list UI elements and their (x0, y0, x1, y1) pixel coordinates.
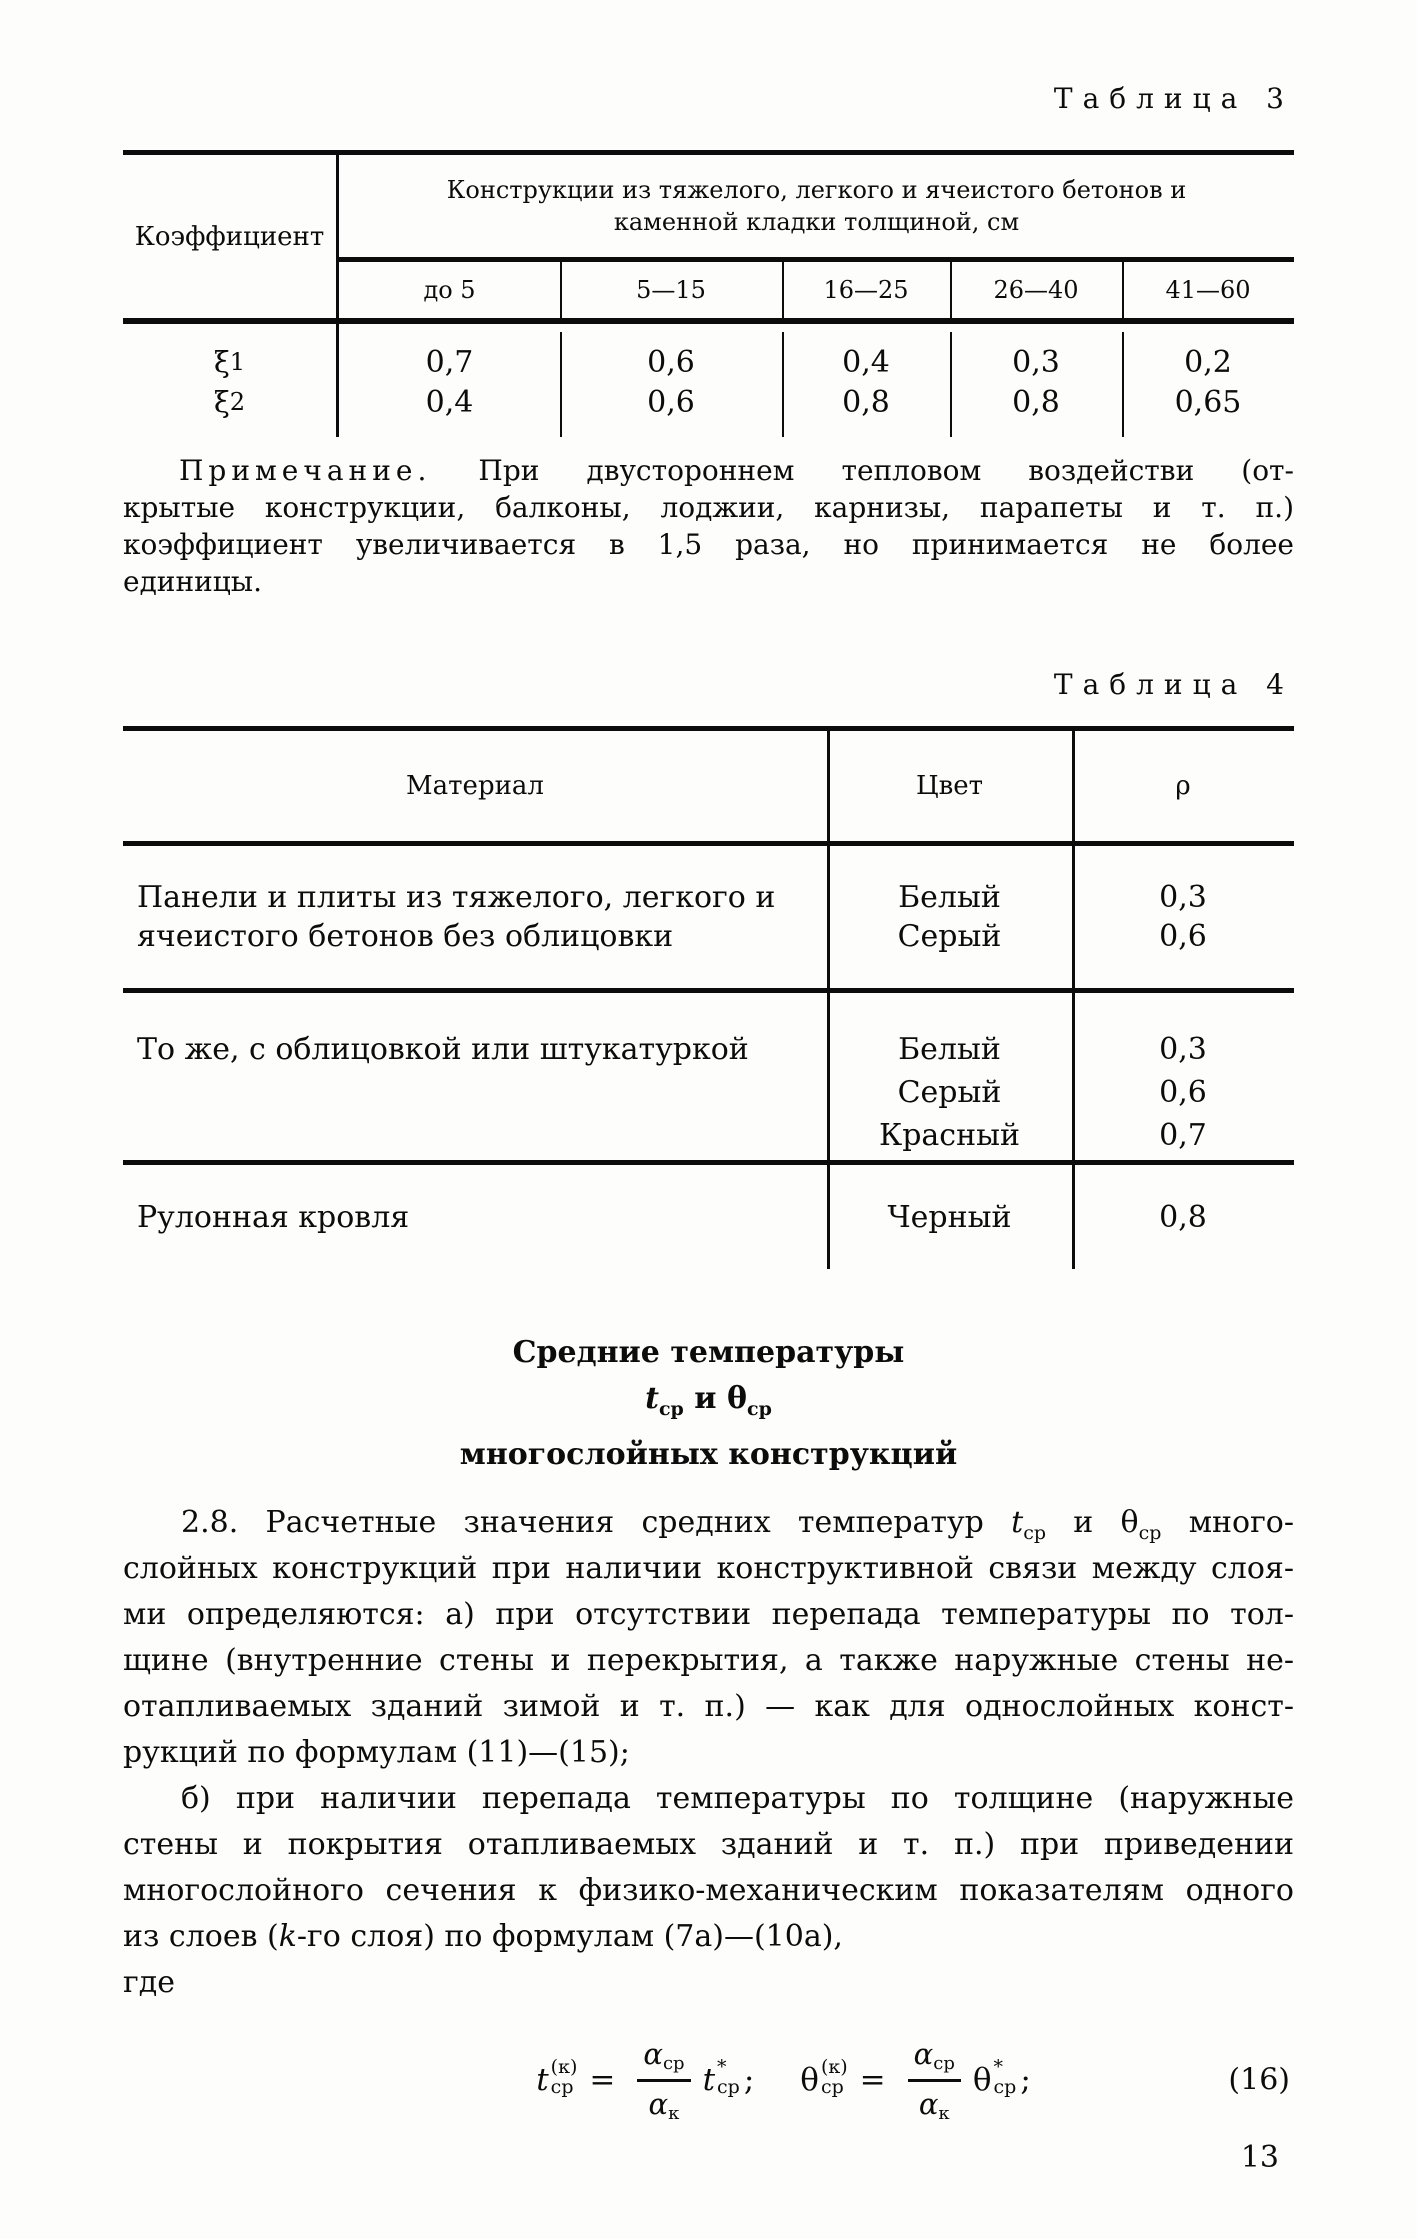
material-line: ячеистого бетонов без облицовки (137, 919, 674, 954)
table3-colhead-2: 16—25 (823, 276, 909, 304)
table3-group-header (349, 174, 1284, 238)
xi-subscript: 1 (229, 348, 246, 376)
rho-value: 0,7 (1159, 1118, 1207, 1153)
table3-cell: 0,6 (647, 344, 695, 380)
table4-rule (123, 988, 1294, 993)
table3-sub-divider (782, 262, 784, 318)
t-symbol: t (1011, 1505, 1024, 1540)
fraction (908, 2037, 961, 2124)
k-symbol: k (278, 1919, 297, 1954)
note-line: коэффициент увеличивается в 1,5 раза, но принимается не более (123, 528, 1294, 561)
t-symbol: t (645, 1381, 659, 1416)
table3-colhead-4: 41—60 (1165, 276, 1251, 304)
color-value: Серый (897, 919, 1002, 954)
note-text: При двустороннем тепловом воздействи (от- (478, 454, 1294, 487)
alpha-symbol: α (918, 2086, 939, 2121)
table3-header-rule (123, 318, 1294, 324)
table3-colhead-0: до 5 (423, 276, 476, 304)
table4-row0-colors (827, 878, 1072, 956)
semicolon: ; (1020, 2062, 1031, 2098)
supsub (821, 2058, 848, 2098)
paragraph-line: стены и покрытия отапливаемых зданий и т. п.) при приведении (123, 1827, 1294, 1862)
table4-rule (123, 841, 1294, 846)
table4-row1-values (1072, 1028, 1294, 1157)
paragraph-line: многослойного сечения к физико-механическим показателям одного (123, 1873, 1294, 1908)
formula-16 (123, 2020, 1294, 2140)
table3-sub-divider (560, 262, 562, 318)
table4-header-color: Цвет (915, 771, 984, 801)
table4-title: Таблица 4 (1053, 668, 1294, 701)
t-subscript: ср (1023, 1522, 1047, 1544)
rho-value: 0,8 (1159, 1200, 1207, 1235)
subscript: к (938, 2102, 950, 2124)
table3-cell: 0,8 (1012, 384, 1060, 420)
supsub (994, 2058, 1017, 2098)
table4-row2-colors (827, 1198, 1072, 1237)
fraction-denominator (637, 2082, 690, 2124)
rho-value: 0,6 (1159, 1075, 1207, 1110)
table3-sub-divider (950, 262, 952, 318)
color-value: Красный (879, 1118, 1020, 1153)
subscript: ср (820, 2076, 844, 2098)
color-value: Белый (898, 880, 1001, 915)
theta-subscript: ср (747, 1398, 772, 1420)
fraction (637, 2037, 690, 2124)
table3 (123, 150, 1294, 437)
paragraph-line: щине (внутренние стены и перекрытия, а также наружные стены не- (123, 1643, 1294, 1678)
and-word: и (683, 1381, 727, 1416)
table3-cell: 0,65 (1174, 384, 1242, 420)
theta-symbol: θ (972, 2062, 992, 2098)
subscript: ср (993, 2076, 1017, 2098)
theta-symbol: θ (800, 2062, 819, 2098)
text-run: много- (1161, 1505, 1294, 1540)
text-run: и (1046, 1505, 1121, 1540)
rho-value: 0,3 (1159, 1032, 1207, 1067)
subscript: ср (550, 2076, 574, 2098)
table3-note (123, 452, 1294, 600)
table3-group-header-line1: Конструкции из тяжелого, легкого и ячеистого бетонов и (446, 176, 1187, 204)
superscript: (к) (820, 2056, 848, 2079)
text-run: -го слоя) по формулам (7а)—(10а), (296, 1919, 843, 1954)
section-heading-line2 (123, 1376, 1294, 1432)
table4-header-rho: ρ (1175, 771, 1191, 801)
table3-colhead-3: 26—40 (993, 276, 1079, 304)
table3-title: Таблица 3 (1053, 82, 1294, 115)
rho-value: 0,6 (1159, 919, 1207, 954)
alpha-symbol: α (913, 2036, 934, 2071)
rho-value: 0,3 (1159, 880, 1207, 915)
table3-cell: 0,7 (425, 344, 474, 380)
color-value: Черный (887, 1200, 1012, 1235)
subscript: ср (933, 2052, 955, 2074)
note-label: Примечание. (179, 454, 432, 487)
page-number: 13 (1240, 2140, 1279, 2175)
t-subscript: ср (658, 1398, 684, 1420)
note-line: единицы. (123, 565, 262, 598)
color-value: Серый (897, 1075, 1002, 1110)
table3-cell: 0,6 (647, 384, 695, 420)
xi-symbol: ξ (213, 345, 230, 379)
table3-sub-divider (1122, 262, 1124, 318)
table3-top-rule (123, 150, 1294, 155)
supsub (551, 2058, 578, 2098)
paragraph-line: где (123, 1965, 175, 2000)
formula-body (536, 2037, 1031, 2124)
xi-symbol: ξ (213, 385, 230, 419)
fraction-denominator (908, 2082, 961, 2124)
equals-sign: = (589, 2062, 616, 2098)
paragraph-line: ми определяются: а) при отсутствии перепада температуры по тол- (123, 1597, 1294, 1632)
subscript: ср (662, 2052, 685, 2074)
table4-row1-colors (827, 1028, 1072, 1157)
section-heading-line3: многослойных конструкций (459, 1437, 958, 1472)
fraction-numerator (908, 2037, 961, 2082)
paragraph-2-8 (123, 1500, 1294, 2006)
table4-rule (123, 1160, 1294, 1165)
paragraph-line: отапливаемых зданий зимой и т. п.) — как для однослойных конст- (123, 1689, 1294, 1724)
text-run: 2.8. Расчетные значения средних температур (181, 1505, 1012, 1540)
table3-colhead-1: 5—15 (636, 276, 706, 304)
superscript: * (717, 2056, 727, 2079)
theta-subscript: ср (1138, 1522, 1162, 1544)
table3-corner-header: Коэффициент (134, 222, 325, 252)
table4-row0-material (137, 878, 817, 956)
material-line: То же, с облицовкой или штукатуркой (137, 1032, 749, 1067)
supsub (717, 2058, 740, 2098)
superscript: (к) (550, 2056, 578, 2079)
table3-cell: 0,3 (1012, 344, 1060, 380)
superscript: * (993, 2056, 1004, 2079)
note-line: крытые конструкции, балконы, лоджии, карнизы, парапеты и т. п.) (123, 491, 1294, 524)
paragraph-line (123, 1500, 1294, 1546)
table3-cell: 0,4 (842, 344, 890, 380)
semicolon: ; (743, 2062, 755, 2098)
theta-symbol: θ (726, 1381, 747, 1416)
theta-symbol: θ (1120, 1505, 1139, 1540)
table3-cell: 0,2 (1184, 344, 1232, 380)
table3-cell: 0,4 (425, 384, 474, 420)
table3-row1-label (123, 382, 336, 422)
paragraph-line (123, 1914, 1294, 1960)
equals-sign: = (859, 2062, 886, 2098)
alpha-symbol: α (648, 2086, 669, 2121)
paragraph-line: рукций по формулам (11)—(15); (123, 1735, 630, 1770)
table4-header-material: Материал (406, 771, 544, 801)
equation-number: (16) (1228, 2062, 1290, 2098)
table4-top-rule (123, 726, 1294, 731)
table4-row0-values (1072, 878, 1294, 956)
t-symbol: t (702, 2062, 716, 2098)
table4-row2-values (1072, 1198, 1294, 1237)
table3-group-header-line2: каменной кладки толщиной, см (613, 208, 1020, 236)
alpha-symbol: α (643, 2036, 663, 2071)
section-heading-line1: Средние температуры (512, 1335, 905, 1370)
note-line (123, 452, 1294, 489)
paragraph-line: слойных конструкций при наличии конструктивной связи между слоя- (123, 1551, 1294, 1586)
t-symbol: t (536, 2062, 549, 2098)
xi-subscript: 2 (229, 388, 246, 416)
table3-row0-label (123, 342, 336, 382)
table4-row1-material (137, 1028, 817, 1071)
table3-cell: 0,8 (842, 384, 890, 420)
section-heading (123, 1330, 1294, 1478)
material-line: Рулонная кровля (137, 1200, 410, 1235)
material-line: Панели и плиты из тяжелого, легкого и (137, 880, 776, 915)
table4 (123, 726, 1294, 1274)
subscript: к (668, 2102, 680, 2124)
paragraph-line: б) при наличии перепада температуры по толщине (наружные (181, 1781, 1294, 1816)
subscript: ср (717, 2076, 740, 2098)
text-run: из слоев ( (123, 1919, 279, 1954)
color-value: Белый (898, 1032, 1001, 1067)
table4-row2-material (137, 1198, 817, 1237)
fraction-numerator (637, 2037, 690, 2082)
